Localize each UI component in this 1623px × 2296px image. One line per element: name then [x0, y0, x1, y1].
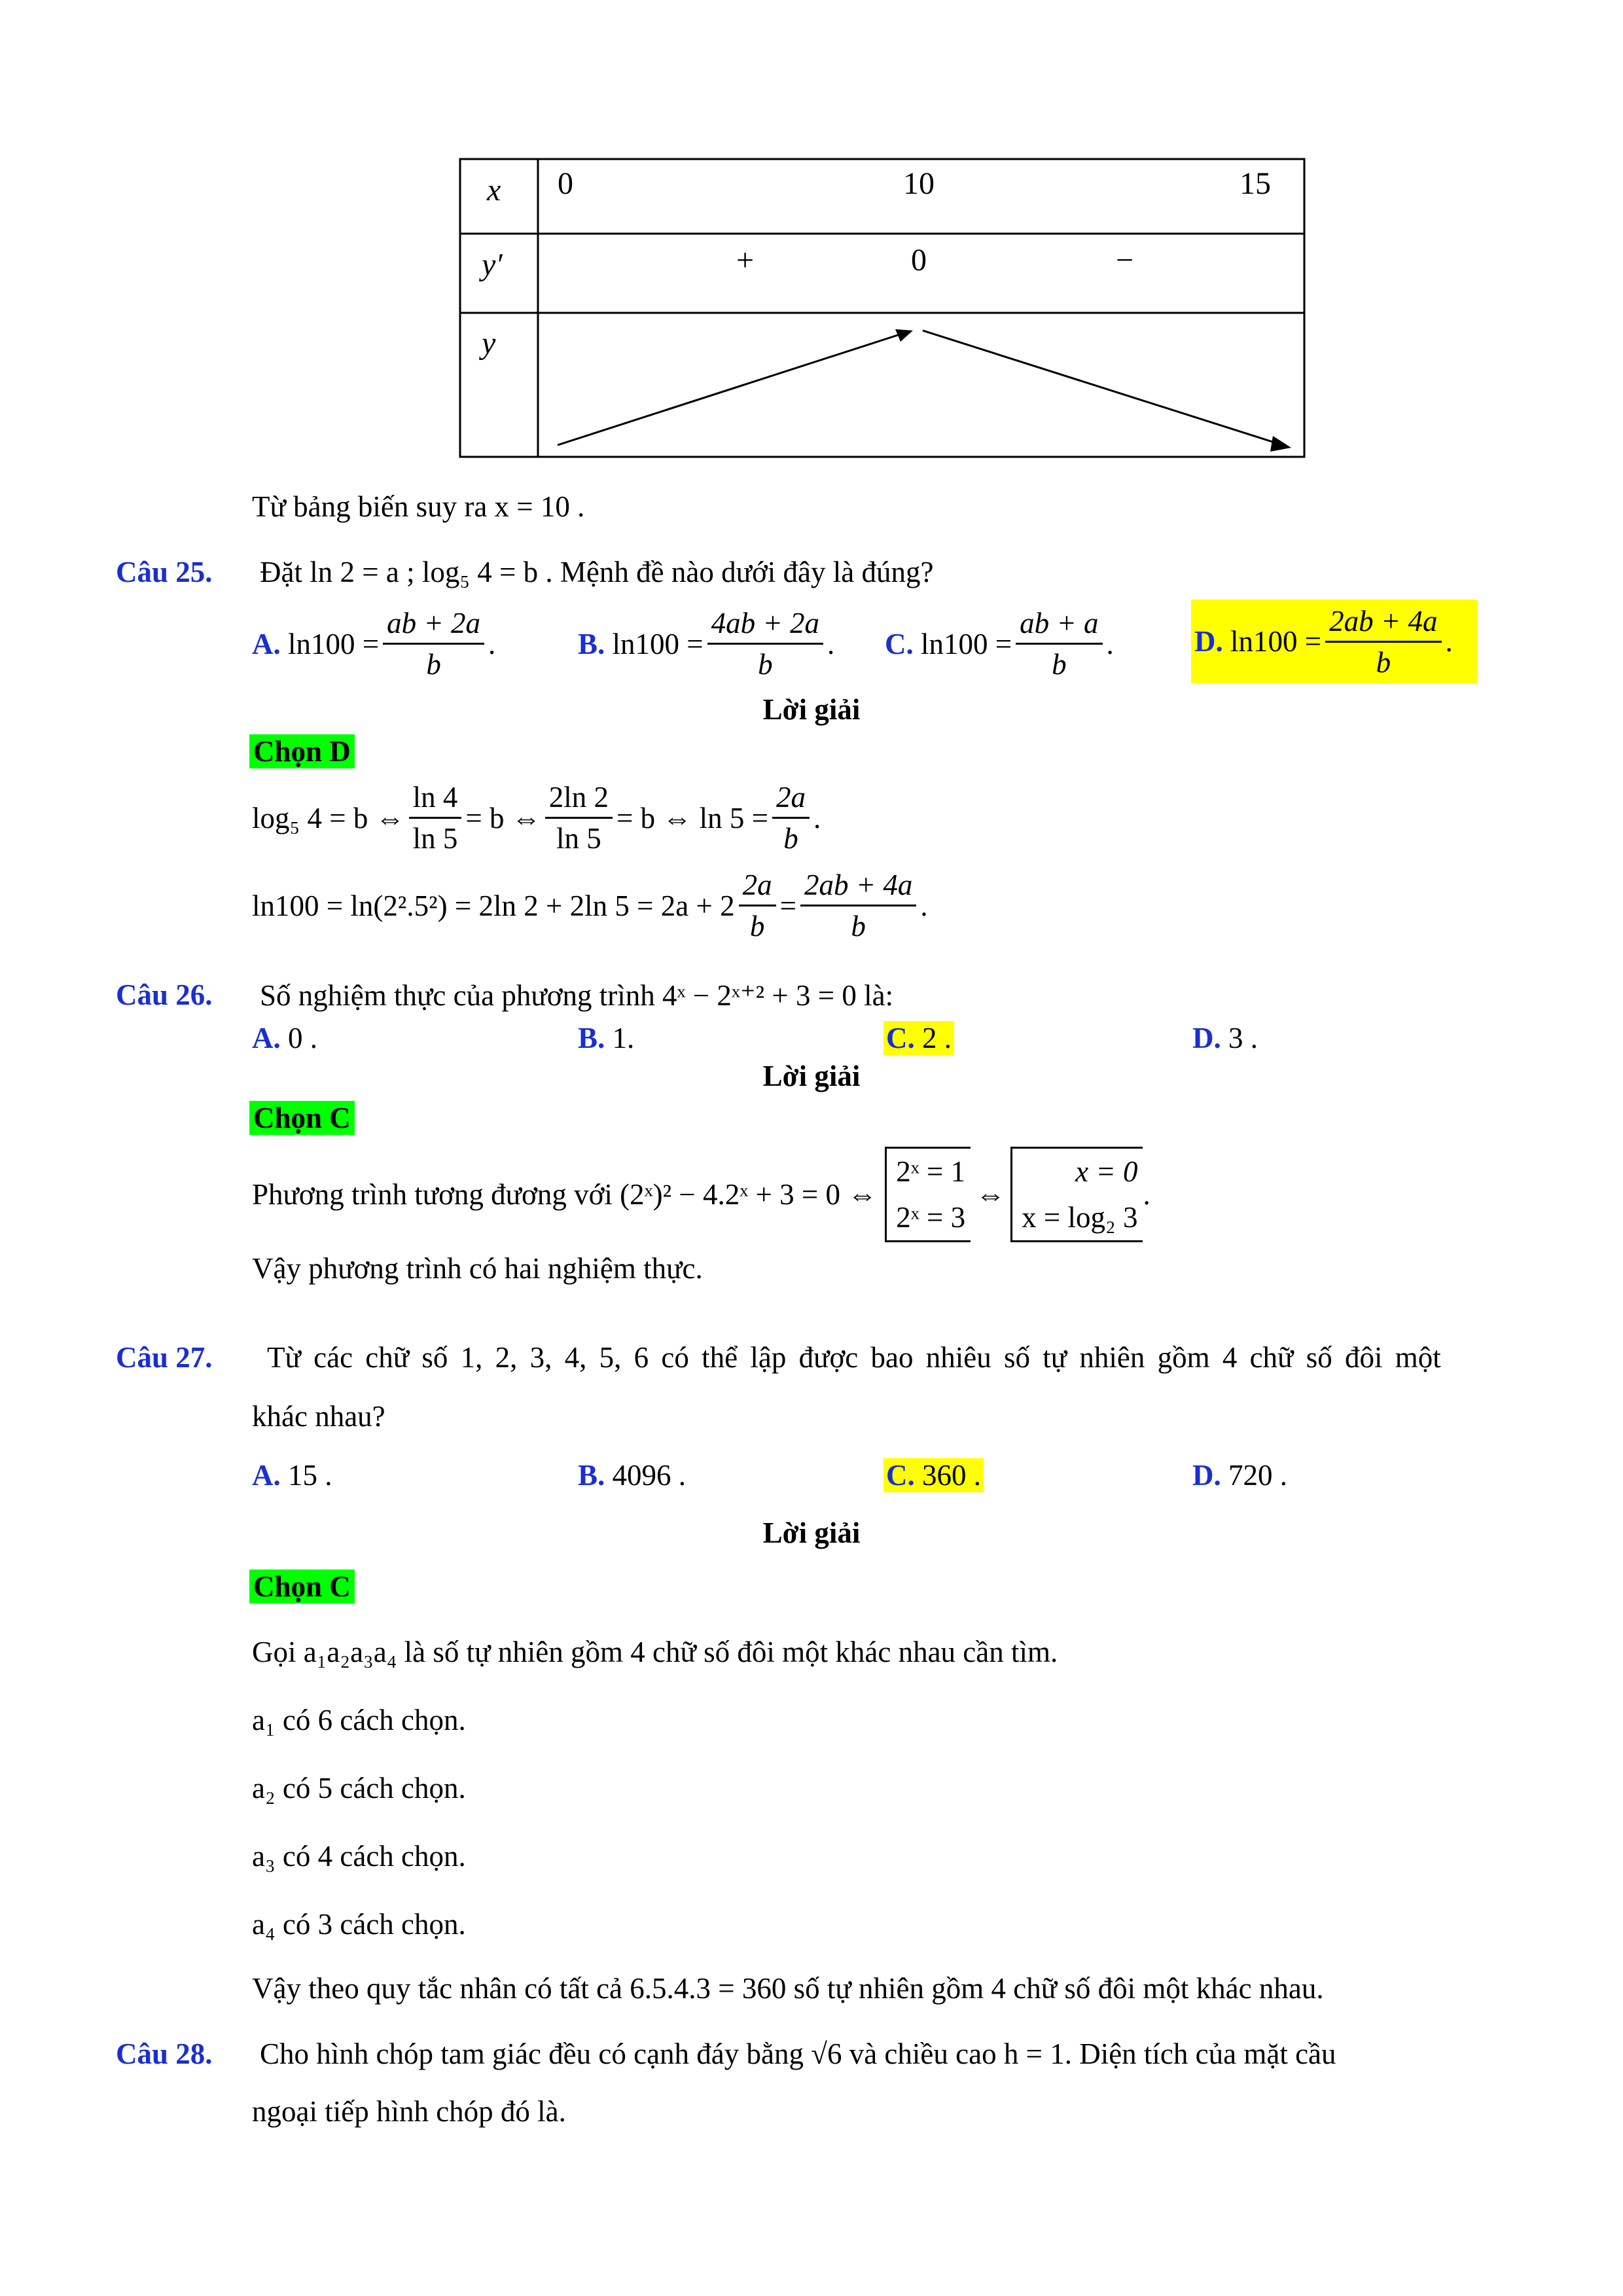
- q27-line-4: a₃ có 4 cách chọn.: [252, 1840, 466, 1873]
- q27-choice: Chọn C: [249, 1570, 355, 1604]
- q25-step2: ln100 = ln(2².5²) = 2ln 2 + 2ln 5 = 2a + 2 $\frac{2a}{b}$ = $\frac{2ab + 4a}{b}$ .: [252, 865, 928, 946]
- q25-option-d: D. ln100 = $\frac{2ab + 4a}{b}$ .: [1191, 600, 1477, 683]
- sign-zero: 0: [911, 243, 927, 278]
- sign-plus: +: [736, 243, 755, 278]
- q26-solution: Phương trình tương đương với (2ˣ)² − 4.2ˣ + 3 = 0 ⇔ 2ˣ = 1 2ˣ = 3 ⇔ x = 0 x = log₂ 3 .: [252, 1143, 1150, 1246]
- q27-line-2: a₁ có 6 cách chọn.: [252, 1704, 466, 1736]
- q25-option-c: C. ln100 = $\frac{ab + a}{b}$ .: [885, 603, 1114, 684]
- q26-choice: Chọn C: [249, 1101, 355, 1135]
- q27-line-6: Vậy theo quy tắc nhân có tất cả 6.5.4.3 = 360 số tự nhiên gồm 4 chữ số đôi một khác nhau.: [252, 1972, 1324, 2005]
- q27-option-b: B. 4096 .: [578, 1459, 687, 1492]
- x-value-0: 0: [558, 166, 573, 201]
- q25-text: Đặt ln 2 = a ; log₅ 4 = b . Mệnh đề nào dưới đây là đúng?: [260, 556, 934, 588]
- q26-option-b: B. 1.: [578, 1022, 635, 1054]
- q27-line-5: a₄ có 3 cách chọn.: [252, 1908, 466, 1941]
- option-label: C.: [885, 627, 914, 660]
- variation-table: [0, 0, 1623, 471]
- system-bracket-2: x = 0 x = log₂ 3: [1010, 1147, 1143, 1242]
- x-value-15: 15: [1240, 166, 1271, 201]
- q26-label: Câu 26.: [116, 978, 213, 1011]
- q27-option-c: C. 360 .: [883, 1458, 984, 1492]
- q28-label: Câu 28.: [116, 2037, 213, 2070]
- q27-option-d: D. 720 .: [1192, 1459, 1287, 1492]
- sign-minus: −: [1116, 243, 1134, 278]
- q25-label: Câu 25.: [116, 556, 213, 588]
- q25-option-a: A. ln100 = $\frac{ab + 2a}{b}$ .: [252, 603, 495, 684]
- q25-solution-title: Lời giải: [762, 693, 861, 726]
- q25-step1: log₅ 4 = b ⇔ $\frac{\ln 4}{\ln 5}$ = b ⇔ $\frac{2\ln 2}{\ln 5}$ = b ⇔ ln 5 = $\frac{2a}{b}$ .: [252, 778, 821, 858]
- q27-text-line2: khác nhau?: [252, 1400, 385, 1433]
- q25-choice: Chọn D: [249, 734, 355, 768]
- q26-option-d: D. 3 .: [1192, 1022, 1258, 1054]
- q25-option-b: B. ln100 = $\frac{4ab + 2a}{b}$ .: [578, 603, 834, 684]
- option-label: D.: [1194, 625, 1223, 658]
- row-label-x: x: [487, 173, 501, 207]
- row-label-y: y: [482, 326, 496, 361]
- table-conclusion: Từ bảng biến suy ra x = 10 .: [252, 490, 585, 523]
- q28-text-line2: ngoại tiếp hình chóp đó là.: [252, 2095, 566, 2128]
- q27-label: Câu 27.: [116, 1341, 213, 1374]
- q27-line-3: a₂ có 5 cách chọn.: [252, 1772, 466, 1804]
- q26-text: Số nghiệm thực của phương trình 4ˣ − 2ˣ⁺² + 3 = 0 là:: [260, 979, 894, 1012]
- q26-option-c: C. 2 .: [883, 1021, 954, 1055]
- q27-option-a: A. 15 .: [252, 1459, 332, 1492]
- option-label: A.: [252, 627, 281, 660]
- row-label-dy: y′: [482, 247, 503, 282]
- option-label: B.: [578, 627, 605, 660]
- q27-solution-title: Lời giải: [762, 1516, 861, 1549]
- system-bracket-1: 2ˣ = 1 2ˣ = 3: [885, 1147, 971, 1242]
- q26-conclusion: Vậy phương trình có hai nghiệm thực.: [252, 1252, 703, 1285]
- q26-solution-title: Lời giải: [762, 1060, 861, 1092]
- x-value-10: 10: [903, 166, 935, 201]
- q27-text-line1: Từ các chữ số 1, 2, 3, 4, 5, 6 có thể lập được bao nhiêu số tự nhiên gồm 4 chữ số đôi một: [267, 1341, 1441, 1374]
- q28-text-line1: Cho hình chóp tam giác đều có cạnh đáy bằng √6 và chiều cao h = 1. Diện tích của mặt cầu: [260, 2037, 1336, 2070]
- q27-line-1: Gọi a₁a₂a₃a₄ là số tự nhiên gồm 4 chữ số đôi một khác nhau cần tìm.: [252, 1636, 1058, 1668]
- q26-option-a: A. 0 .: [252, 1022, 317, 1054]
